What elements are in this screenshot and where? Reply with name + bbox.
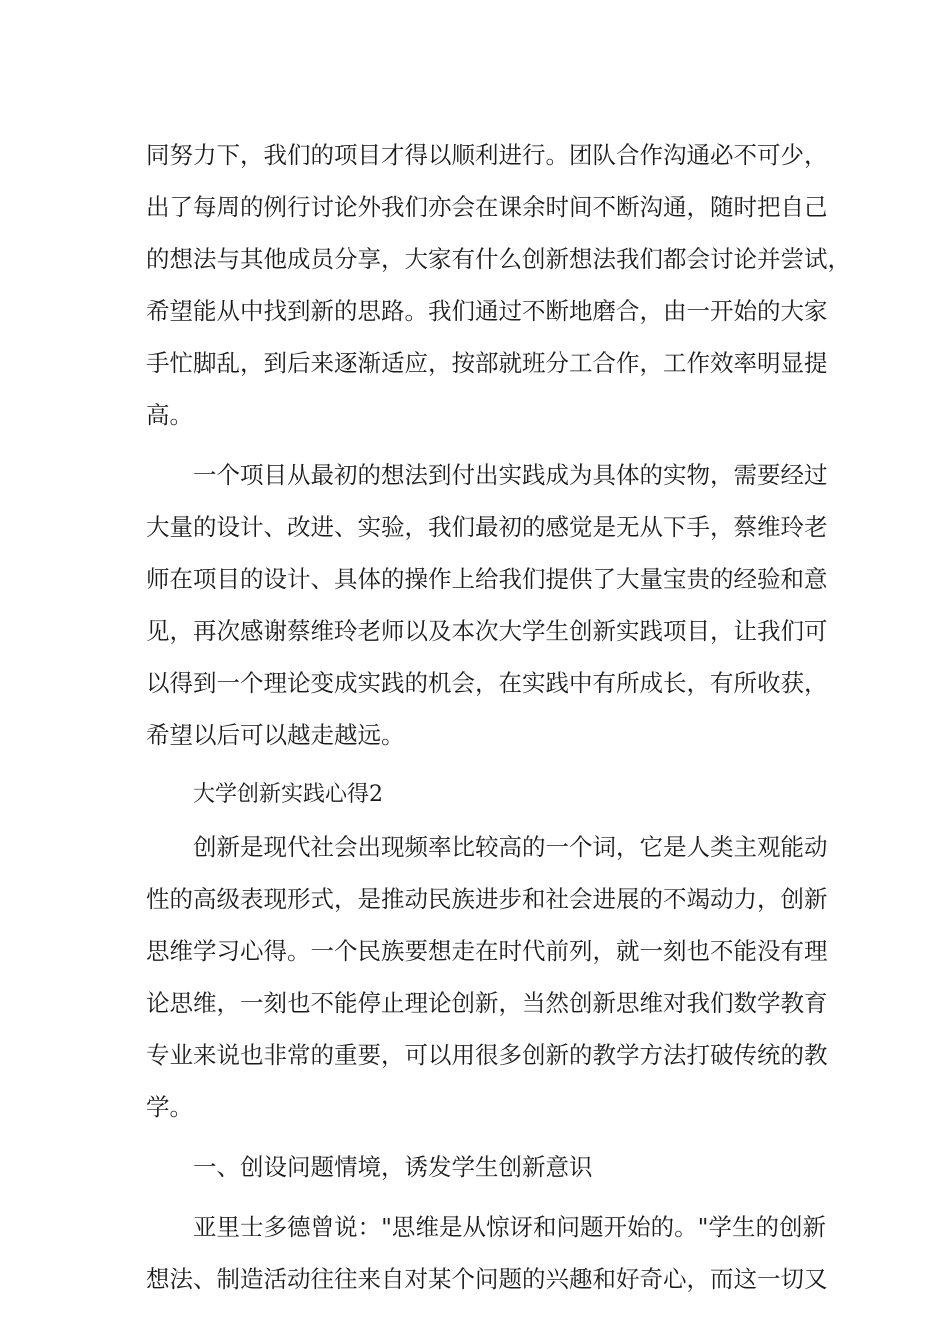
text-line: 师在项目的设计、具体的操作上给我们提供了大量宝贵的经验和意 <box>146 565 828 593</box>
text-line: 希望以后可以越走越远。 <box>146 721 405 749</box>
text-line: 亚里士多德曾说："思维是从惊讶和问题开始的。"学生的创新 <box>193 1213 826 1241</box>
paragraph <box>146 449 826 761</box>
section-heading <box>146 769 826 821</box>
text-line: 出了每周的例行讨论外我们亦会在课余时间不断沟通，随时把自己 <box>146 193 828 221</box>
text-line: 高。 <box>146 401 193 429</box>
text-line: 见，再次感谢蔡维玲老师以及本次大学生创新实践项目，让我们可 <box>146 617 828 645</box>
paragraph <box>146 821 826 1133</box>
document-body <box>146 129 851 1305</box>
heading-text: 一、创设问题情境，诱发学生创新意识 <box>193 1153 593 1181</box>
text-line: 希望能从中找到新的思路。我们通过不断地磨合，由一开始的大家 <box>146 297 828 325</box>
text-line: 同努力下，我们的项目才得以顺利进行。团队合作沟通必不可少， <box>146 141 828 169</box>
heading-text: 大学创新实践心得2 <box>193 782 383 807</box>
text-line: 的想法与其他成员分享，大家有什么创新想法我们都会讨论并尝试， <box>146 245 851 273</box>
text-line: 论思维，一刻也不能停止理论创新，当然创新思维对我们数学教育 <box>146 989 828 1017</box>
text-line: 思维学习心得。一个民族要想走在时代前列，就一刻也不能没有理 <box>146 937 828 965</box>
paragraph <box>146 129 851 441</box>
subsection-heading <box>146 1141 826 1193</box>
text-line: 大量的设计、改进、实验，我们最初的感觉是无从下手，蔡维玲老 <box>146 513 828 541</box>
text-line: 想法、制造活动往往来自对某个问题的兴趣和好奇心，而这一切又 <box>146 1265 828 1293</box>
paragraph <box>146 1201 826 1305</box>
text-line: 性的高级表现形式，是推动民族进步和社会进展的不竭动力，创新 <box>146 885 828 913</box>
text-line: 一个项目从最初的想法到付出实践成为具体的实物，需要经过 <box>193 461 828 489</box>
text-line: 学。 <box>146 1093 193 1121</box>
text-line: 以得到一个理论变成实践的机会，在实践中有所成长，有所收获， <box>146 669 828 697</box>
text-line: 手忙脚乱，到后来逐渐适应，按部就班分工合作，工作效率明显提 <box>146 349 828 377</box>
text-line: 专业来说也非常的重要，可以用很多创新的教学方法打破传统的教 <box>146 1041 828 1069</box>
text-line: 创新是现代社会出现频率比较高的一个词，它是人类主观能动 <box>193 833 828 861</box>
